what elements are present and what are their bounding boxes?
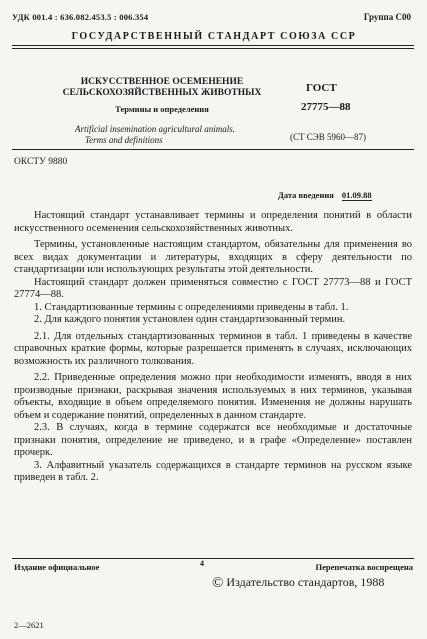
header-rule-bottom — [12, 48, 414, 49]
state-standard-heading: ГОСУДАРСТВЕННЫЙ СТАНДАРТ СОЮЗА ССР — [71, 31, 357, 42]
copyright-line — [212, 575, 384, 592]
paragraph-item-2: 2. Для каждого понятия установлен один стандартизованный термин. — [34, 314, 346, 325]
effective-date-value: 01.09.88 — [341, 190, 372, 200]
footer-rule — [12, 558, 414, 559]
udk-code: УДК 001.4 : 636.082.453.5 : 006.354 — [12, 12, 149, 22]
okstu-code: ОКСТУ 9880 — [14, 157, 68, 167]
document-title — [62, 77, 262, 99]
paragraph-item-1: 1. Стандартизованные термины с определениями приведены в табл. 1. — [34, 301, 349, 313]
english-title-line-1: Artificial insemination agricultural animals. — [75, 124, 236, 134]
copyright-icon: © — [212, 575, 224, 591]
paragraph-item-2-1: 2.1. Для отдельных стандартизованных терминов в табл. 1 приведены в качестве справочных краткие формы, которые разрешается применять в случаях, исключающих возможность их различного толкования. — [14, 330, 412, 367]
gost-number: 27775—88 — [301, 101, 351, 113]
okstu-rule — [12, 149, 414, 150]
document-body — [14, 210, 412, 485]
reprint-prohibited-label: Перепечатка воспрещена — [315, 562, 413, 572]
title-line-2: СЕЛЬСКОХОЗЯЙСТВЕННЫХ ЖИВОТНЫХ — [62, 88, 262, 98]
st-sev-reference: (СТ СЭВ 5960—87) — [290, 132, 366, 142]
print-number: 2—2621 — [14, 620, 44, 630]
paragraph-mandatory: Термины, установленные настоящим стандартом, обязательны для применения во всех видах документации и литературы, входящих в сферу деятельности по стандартизации или использующих результаты этой деятельности. — [14, 239, 412, 275]
title-line-1: ИСКУССТВЕННОЕ ОСЕМЕНЕНИЕ — [80, 77, 244, 87]
gost-label: ГОСТ — [306, 82, 337, 94]
english-title — [75, 124, 275, 146]
page-number: 4 — [200, 559, 204, 568]
paragraph-item-2-2: 2.2. Приведенные определения можно при необходимости изменять, вводя в них производные признаки, раскрывая значения используемых в них терминов, указывая объекты, входящие в объем определяемого понятия. Изменения не должны нарушать объем и содержание понятий, определенных в данном стандарте. — [14, 372, 412, 421]
official-edition-label: Издание официальное — [14, 562, 100, 572]
effective-date — [278, 190, 372, 200]
paragraph-intro: Настоящий стандарт устанавливает термины и определения понятий в области искусственного осеменения сельскохозяйственных животных. — [14, 210, 412, 234]
effective-date-label: Дата введения — [278, 190, 334, 200]
paragraph-item-3: 3. Алфавитный указатель содержащихся в стандарте терминов на русском языке приведен в табл. 2. — [14, 459, 412, 483]
paragraph-item-2-3: 2.3. В случаях, когда в термине содержатся все необходимые и достаточные признаки понятия, определение не приведено, и в графе «Определение» поставлен прочерк. — [14, 422, 412, 458]
english-title-line-2: Terms and definitions — [85, 135, 163, 145]
document-subtitle: Термины и определения — [115, 104, 209, 114]
copyright-text: Издательство стандартов, 1988 — [226, 575, 385, 589]
group-code: Группа С00 — [363, 12, 411, 22]
paragraph-joint-use: Настоящий стандарт должен применяться совместно с ГОСТ 27773—88 и ГОСТ 27774—88. — [14, 276, 412, 300]
header-rule-top — [12, 45, 414, 46]
